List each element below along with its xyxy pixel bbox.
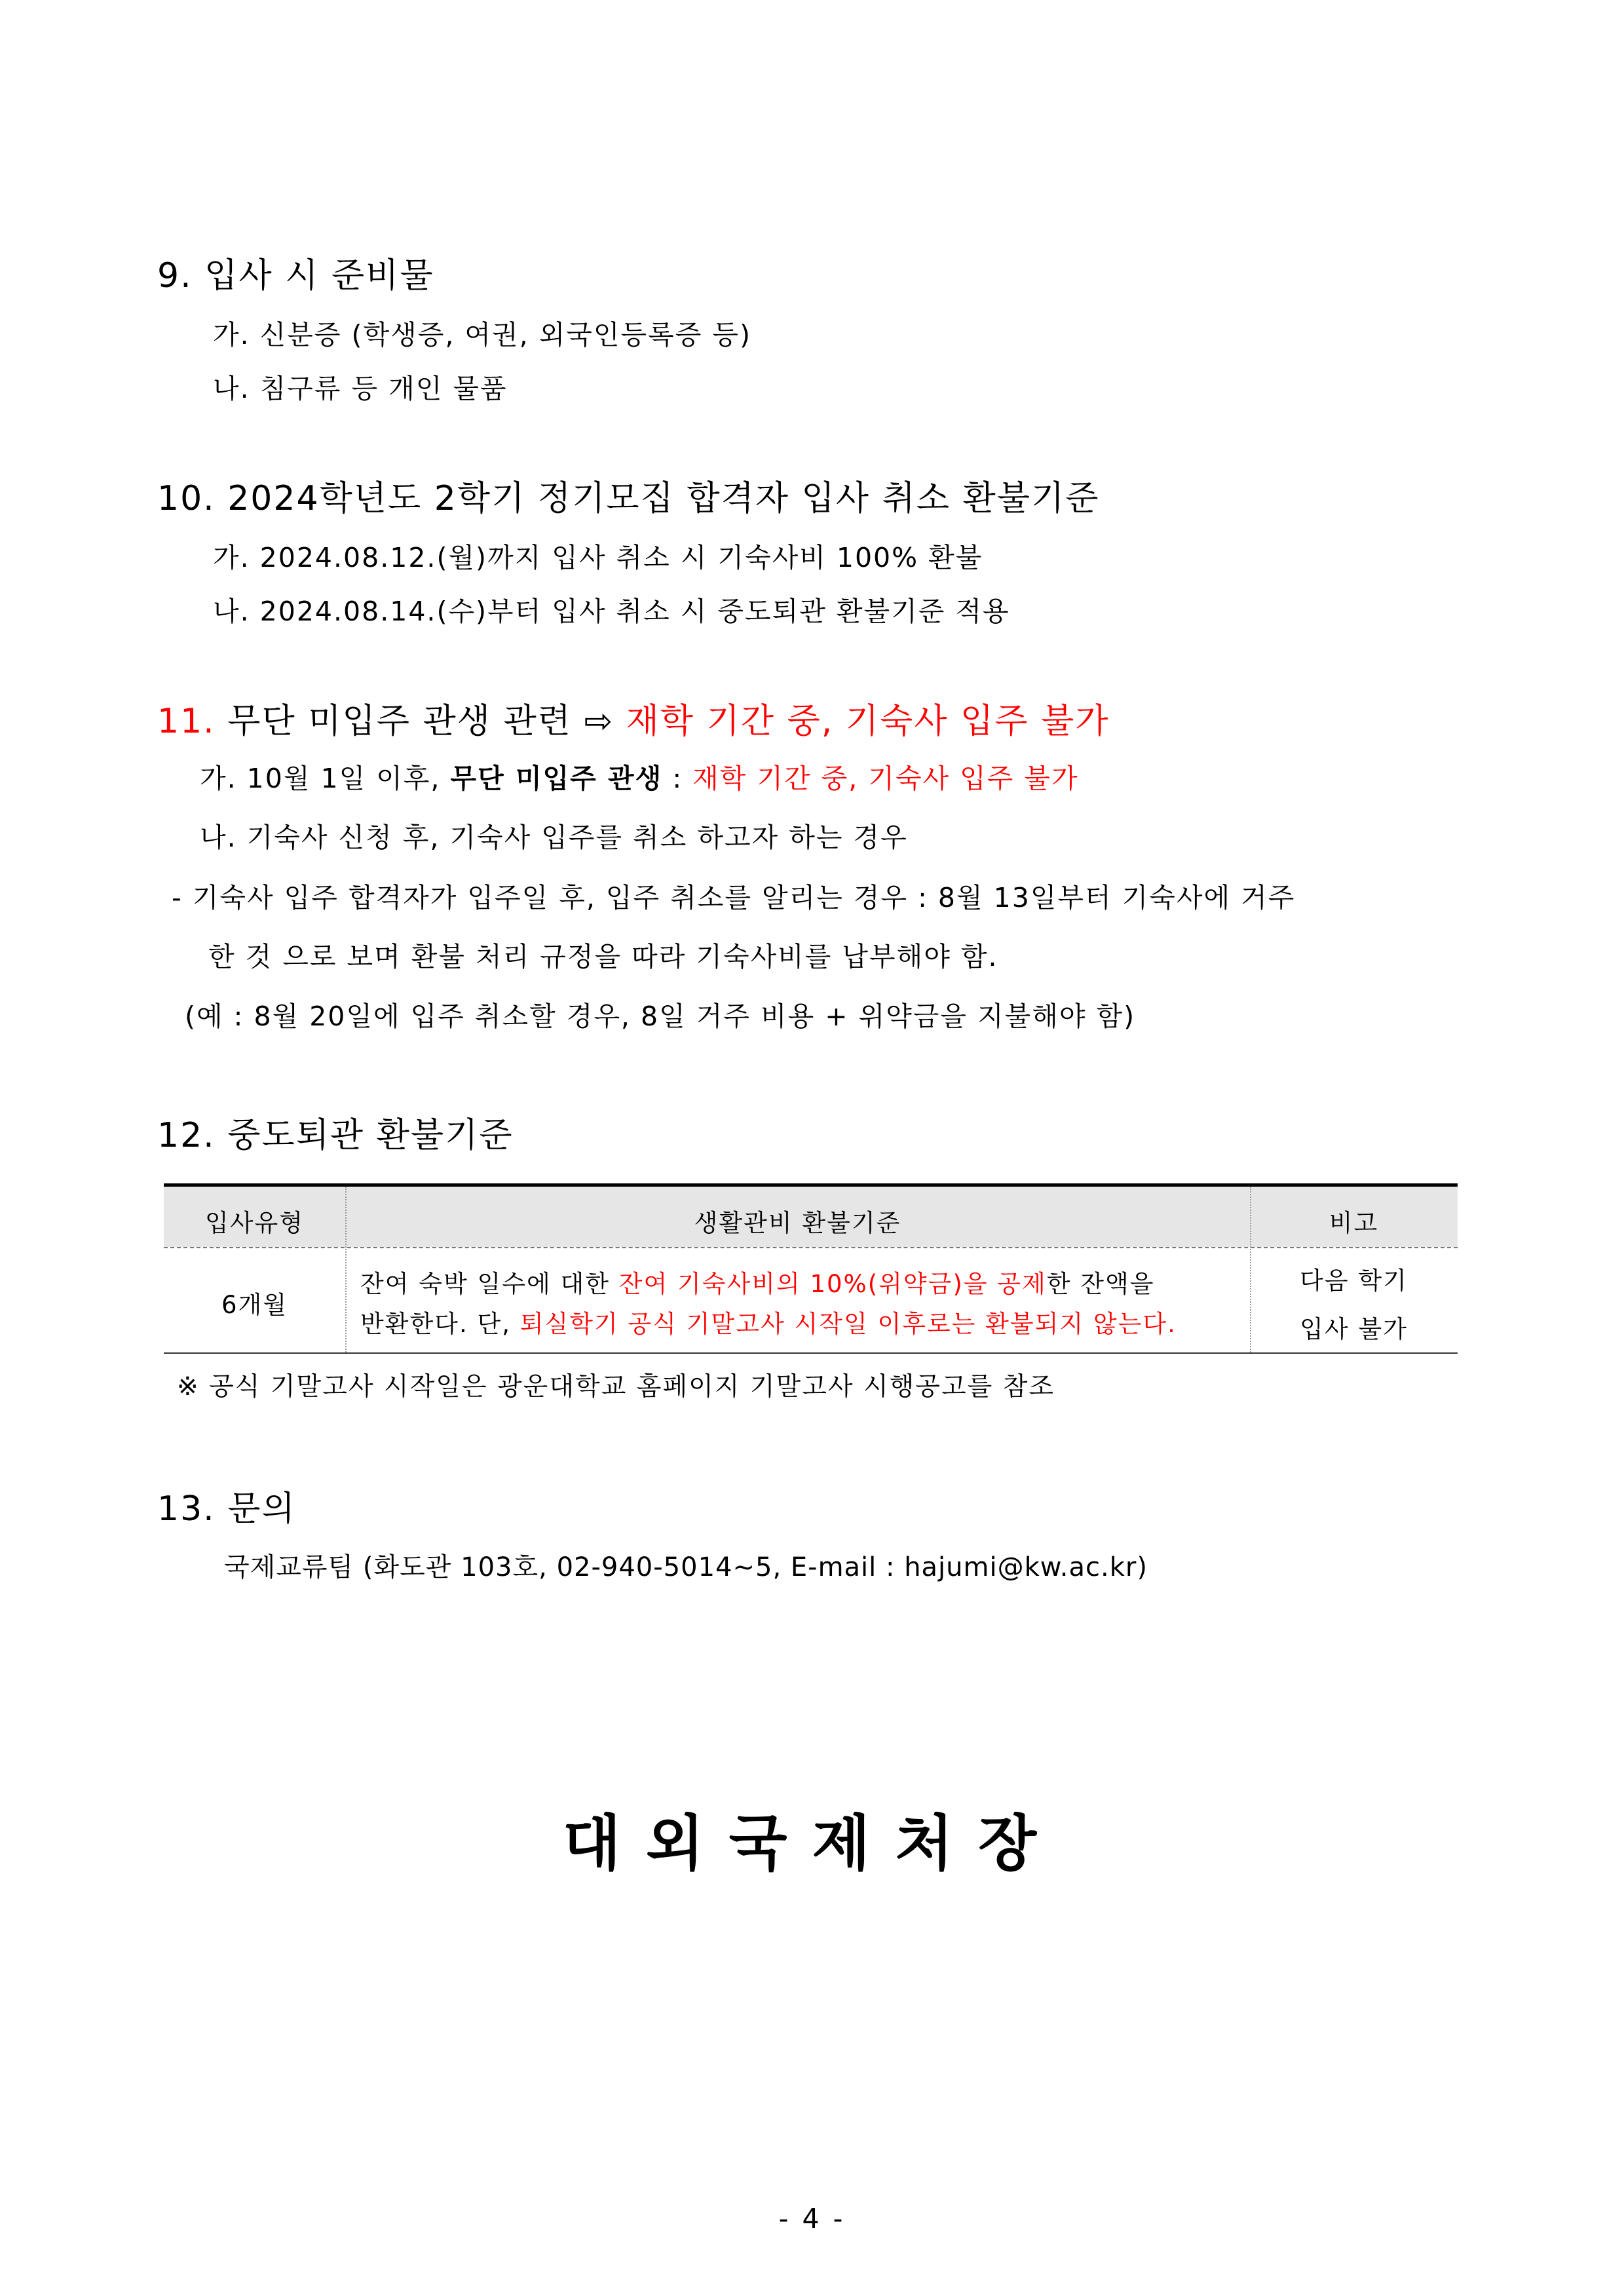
section-13-title: 13. 문의 — [157, 1489, 296, 1529]
page-number: - 4 - — [778, 2203, 846, 2234]
table-cell-note-2: 입사 불가 — [1300, 1315, 1408, 1343]
section-11-item-1-warning: 재학 기간 중, 기숙사 입주 불가 — [692, 763, 1079, 794]
section-11-item-1-prefix: 가. 10월 1일 이후, — [200, 763, 451, 794]
section-9-title: 9. 입사 시 준비물 — [157, 256, 434, 296]
table-cell-note-1: 다음 학기 — [1300, 1267, 1408, 1295]
criteria-line-1-a: 잔여 숙박 일수에 대한 — [360, 1270, 619, 1298]
section-11-item-3a: - 기숙사 입주 합격자가 입주일 후, 입주 취소를 알리는 경우 : 8월 13일부터 기숙사에 거주 — [172, 882, 1296, 913]
section-11-item-2: 나. 기숙사 신청 후, 기숙사 입주를 취소 하고자 하는 경우 — [200, 822, 908, 853]
table-header-note: 비고 — [1329, 1209, 1379, 1237]
section-9-item-2: 나. 침구류 등 개인 물품 — [213, 373, 508, 404]
section-10-item-2: 나. 2024.08.14.(수)부터 입사 취소 시 중도퇴관 환불기준 적용 — [213, 596, 1010, 627]
table-cell-criteria-line-2 — [360, 1304, 1177, 1339]
table-header-divider — [164, 1247, 1458, 1248]
section-11-item-1 — [200, 757, 1079, 795]
section-10-item-1: 가. 2024.08.12.(월)까지 입사 취소 시 기숙사비 100% 환불 — [213, 542, 983, 573]
contact-info: 국제교류팀 (화도관 103호, 02-940-5014~5, E-mail : hajumi@kw.ac.kr) — [224, 1552, 1148, 1582]
table-footnote: ※ 공식 기말고사 시작일은 광운대학교 홈페이지 기말고사 시행공고를 참조 — [177, 1372, 1055, 1402]
section-11-heading: 무단 미입주 관생 관련 ⇨ — [227, 702, 626, 741]
criteria-line-2-a: 반환한다. 단, — [360, 1310, 520, 1338]
section-11-item-4: (예 : 8월 20일에 입주 취소할 경우, 8일 거주 비용 + 위약금을 지불해야 함) — [185, 1001, 1136, 1032]
section-11-item-1-colon: : — [662, 763, 693, 794]
table-cell-type: 6개월 — [221, 1291, 288, 1319]
section-11-warning: 재학 기간 중, 기숙사 입주 불가 — [626, 702, 1110, 741]
criteria-line-2-b: 퇴실학기 공식 기말고사 시작일 이후로는 환불되지 않는다. — [519, 1310, 1177, 1338]
table-bottom-rule — [164, 1352, 1458, 1354]
refund-table — [164, 1183, 1458, 1355]
section-11-number: 11. — [157, 702, 228, 741]
criteria-line-1-c: 한 잔액을 — [1046, 1270, 1155, 1298]
section-12-title: 12. 중도퇴관 환불기준 — [157, 1116, 514, 1155]
section-11-item-3b: 한 것 으로 보며 환불 처리 규정을 따라 기숙사비를 납부해야 함. — [208, 941, 998, 972]
section-11-item-1-bold: 무단 미입주 관생 — [450, 763, 663, 794]
table-cell-criteria-line-1 — [360, 1264, 1155, 1299]
section-10-title: 10. 2024학년도 2학기 정기모집 합격자 입사 취소 환불기준 — [157, 479, 1100, 518]
section-9-item-1: 가. 신분증 (학생증, 여권, 외국인등록증 등) — [213, 319, 751, 351]
table-header-criteria: 생활관비 환불기준 — [694, 1209, 901, 1237]
issuer-signature: 대외국제처장 — [562, 1808, 1062, 1879]
table-header-type: 입사유형 — [205, 1209, 304, 1237]
criteria-line-1-b: 잔여 기숙사비의 10%(위약금)을 공제 — [618, 1270, 1047, 1298]
section-11-title — [157, 693, 1110, 742]
